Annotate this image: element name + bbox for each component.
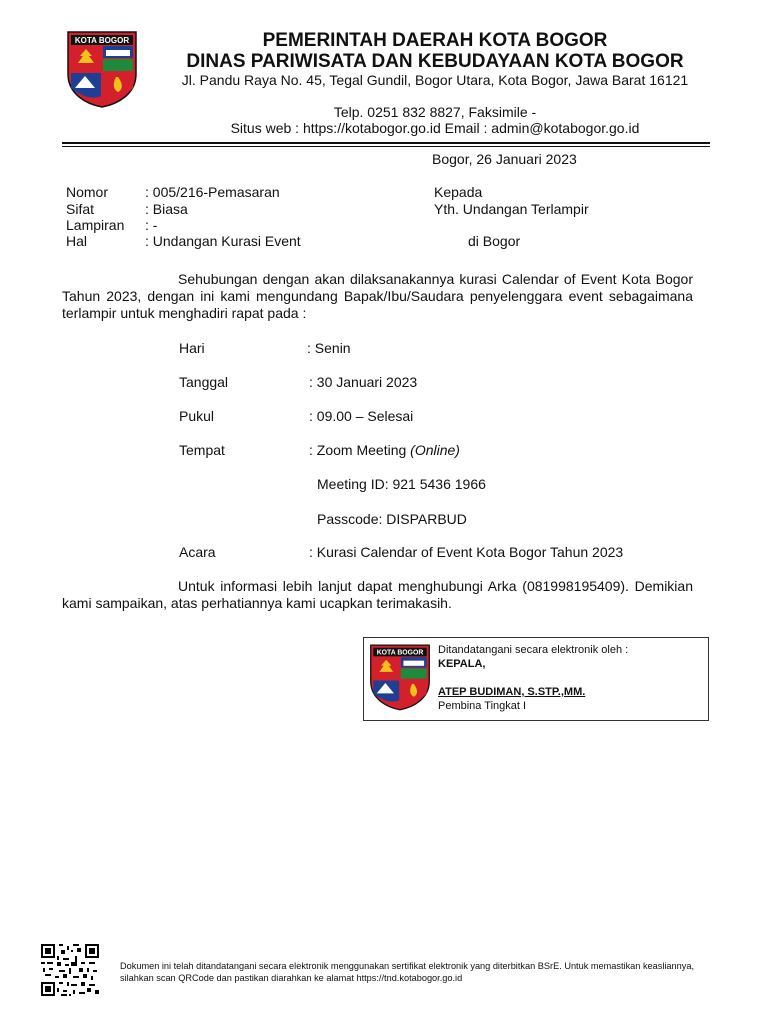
qr-code-icon <box>41 944 99 996</box>
signer-position: KEPALA, <box>438 658 486 670</box>
recipient-yth: Yth. Undangan Terlampir <box>434 201 589 217</box>
letterhead-line1: PEMERINTAH DAERAH KOTA BOGOR <box>262 30 608 51</box>
passcode: Passcode: DISPARBUD <box>317 511 467 527</box>
tanggal-label: Tanggal <box>179 374 229 390</box>
tempat-value <box>309 442 460 458</box>
letterhead-divider <box>62 142 710 144</box>
recipient-kepada: Kepada <box>434 184 483 200</box>
kota-bogor-emblem-small-icon <box>369 642 431 712</box>
letterhead-website: Situs web : https://kotabogor.go.id Email : admin@kotabogor.go.id <box>230 120 640 136</box>
lampiran-label: Lampiran <box>66 217 125 233</box>
acara-label: Acara <box>179 544 216 560</box>
signer-rank: Pembina Tingkat I <box>438 700 527 712</box>
pukul-label: Pukul <box>179 408 215 424</box>
letterhead-address: Jl. Pandu Raya No. 45, Tegal Gundil, Bogor Utara, Kota Bogor, Jawa Barat 16121 <box>181 72 689 88</box>
tempat-online: (Online) <box>410 442 460 458</box>
tempat-label: Tempat <box>179 442 225 458</box>
hal-label: Hal <box>66 233 88 249</box>
intro-paragraph: Sehubungan dengan akan dilaksanakannya kurasi Calendar of Event Kota Bogor Tahun 2023, dengan ini kami mengundang Bapak/Ibu/Saudara penyelenggara event sebagaimana terlampir untuk menghadiri rapat pada : <box>62 271 693 321</box>
nomor-label: Nomor <box>66 184 109 200</box>
acara-value: : Kurasi Calendar of Event Kota Bogor Tahun 2023 <box>309 544 624 560</box>
hal-value: : Undangan Kurasi Event <box>145 233 301 249</box>
meeting-id: Meeting ID: 921 5436 1966 <box>317 476 486 492</box>
letterhead-divider-thin <box>62 146 710 147</box>
letterhead-phone: Telp. 0251 832 8827, Faksimile - <box>333 104 537 120</box>
nomor-value: : 005/216-Pemasaran <box>145 184 280 200</box>
kota-bogor-emblem-icon <box>66 30 138 108</box>
sifat-value: : Biasa <box>145 201 188 217</box>
emblem-text: KOTA BOGOR <box>74 36 130 45</box>
tempat-value-text: : Zoom Meeting <box>309 442 411 458</box>
hari-value: : Senin <box>307 340 351 356</box>
footer-note: Dokumen ini telah ditandatangani secara elektronik menggunakan sertifikat elektronik yang diterbitkan BSrE. Untuk memastikan keasliannya, silahkan scan QRCode dan pastikan diarahkan ke alamat https://tnd.kotabogor.go.id <box>120 961 695 983</box>
closing-paragraph: Untuk informasi lebih lanjut dapat menghubungi Arka (081998195409). Demikian kami sampaikan, atas perhatiannya kami ucapkan terimakasih. <box>62 578 693 611</box>
recipient-location: di Bogor <box>468 233 521 249</box>
tanggal-value: : 30 Januari 2023 <box>309 374 418 390</box>
hari-label: Hari <box>179 340 205 356</box>
lampiran-value: : - <box>145 217 158 233</box>
signed-note: Ditandatangani secara elektronik oleh : <box>438 644 629 656</box>
sifat-label: Sifat <box>66 201 95 217</box>
letter-date: Bogor, 26 Januari 2023 <box>432 151 577 167</box>
emblem-small-text: KOTA BOGOR <box>376 649 424 657</box>
letterhead-line2: DINAS PARIWISATA DAN KEBUDAYAAN KOTA BOGOR <box>186 51 684 72</box>
signer-name: ATEP BUDIMAN, S.STP.,MM. <box>438 686 586 698</box>
pukul-value: : 09.00 – Selesai <box>309 408 414 424</box>
